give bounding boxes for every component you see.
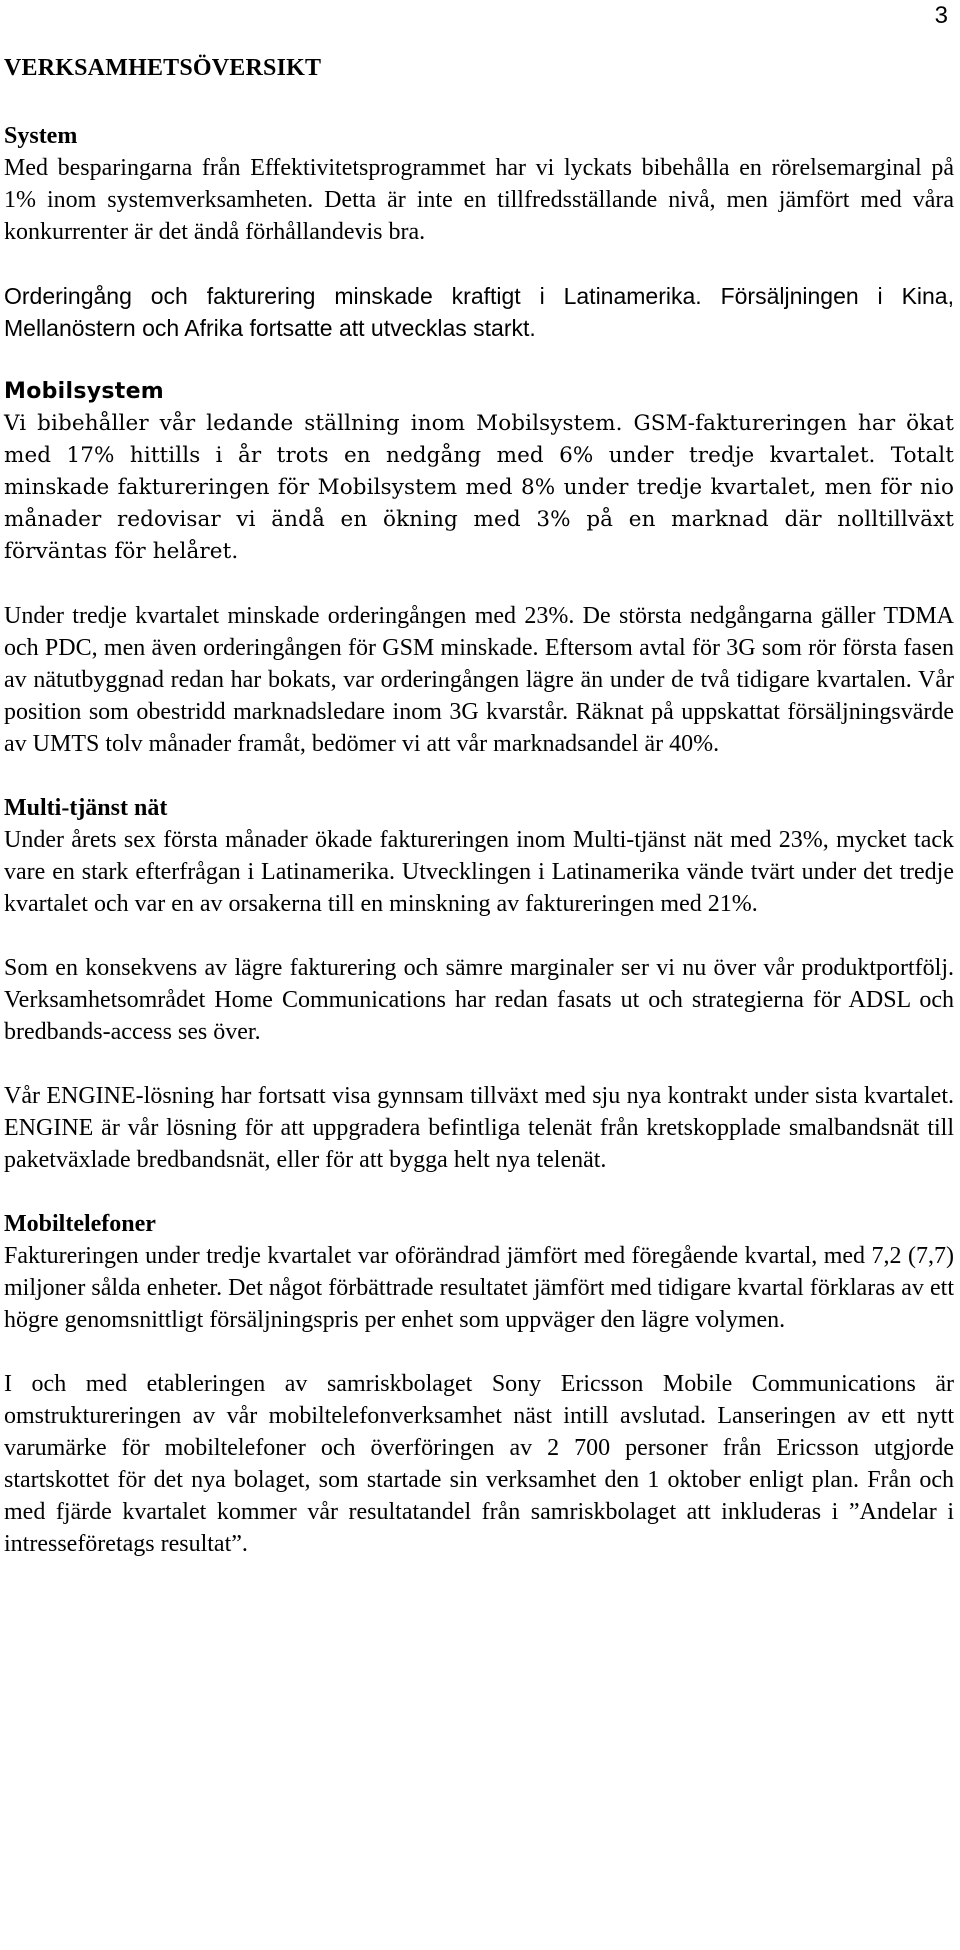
section-heading: Multi-tjänst nät xyxy=(4,795,168,821)
paragraph: Faktureringen under tredje kvartalet var oförändrad jämfört med föregående kvartal, med 7,2 (7,7) miljoner sålda enheter. Det något förbättrade resultatet jämfört med tidigare kvartal förklaras av ett högre genomsnittligt försäljningspris per enhet som uppväger den lägre volymen. xyxy=(4,1243,954,1333)
section-system xyxy=(4,120,954,344)
section-heading: Mobiltelefoner xyxy=(4,1211,156,1237)
section-multi-tjanst-nat xyxy=(4,792,954,1176)
paragraph: Vår ENGINE-lösning har fortsatt visa gynnsam tillväxt med sju nya kontrakt under sista kvartalet. ENGINE är vår lösning för att uppgradera befintliga telenät från kretskopplade smalbandsnät till paketväxlade bredbandsnät, eller för att bygga helt nya telenät. xyxy=(4,1083,954,1173)
paragraph: Orderingång och fakturering minskade kraftigt i Latinamerika. Försäljningen i Kina, Mellanöstern och Afrika fortsatte att utvecklas starkt. xyxy=(4,283,954,341)
paragraph: Under årets sex första månader ökade faktureringen inom Multi-tjänst nät med 23%, mycket tack vare en stark efterfrågan i Latinamerika. Utvecklingen i Latinamerika vände tvärt under det tredje kvartalet och var en av orsakerna till en minskning av faktureringen med 21%. xyxy=(4,827,954,917)
section-heading: Mobilsystem xyxy=(4,379,165,404)
paragraph: Vi bibehåller vår ledande ställning inom Mobilsystem. GSM-faktureringen har ökat med 17% hittills i år trots en nedgång med 6% under tredje kvartalet. Totalt minskade faktureringen för Mobilsystem med 8% under tredje kvartalet, men för nio månader redovisar vi ändå en ökning med 3% på en marknad där nolltillväxt förväntas för helåret. xyxy=(4,411,954,564)
paragraph: Under tredje kvartalet minskade orderingången med 23%. De största nedgångarna gäller TDMA och PDC, men även orderingången för GSM minskade. Eftersom avtal för 3G som rör första fasen av nätutbyggnad redan har bokats, var orderingången lägre än under de två tidigare kvartalen. Vår position som obestridd marknadsledare inom 3G kvarstår. Räknat på uppskattat försäljningsvärde av UMTS tolv månader framåt, bedömer vi att vår marknadsandel är 40%. xyxy=(4,603,954,757)
paragraph: Som en konsekvens av lägre fakturering och sämre marginaler ser vi nu över vår produktportfölj. Verksamhetsområdet Home Communications har redan fasats ut och strategierna för ADSL och bredbands-access ses över. xyxy=(4,955,954,1045)
document-body xyxy=(4,52,954,1590)
page-number: 3 xyxy=(934,2,948,29)
section-mobiltelefoner xyxy=(4,1208,954,1560)
section-heading: System xyxy=(4,123,78,149)
document-title: VERKSAMHETSÖVERSIKT xyxy=(4,55,322,81)
section-mobilsystem xyxy=(4,376,954,760)
paragraph: I och med etableringen av samriskbolaget Sony Ericsson Mobile Communications är omstruktureringen av vår mobiltelefonverksamhet näst intill avslutad. Lanseringen av ett nytt varumärke för mobiltelefoner och överföringen av 2 700 personer från Ericsson utgjorde startskottet för det nya bolaget, som startade sin verksamhet den 1 oktober enligt plan. Från och med fjärde kvartalet kommer vår resultatandel från samriskbolaget att inkluderas i ”Andelar i intresseföretags resultat”. xyxy=(4,1371,954,1557)
paragraph: Med besparingarna från Effektivitetsprogrammet har vi lyckats bibehålla en rörelsemarginal på 1% inom systemverksamheten. Detta är inte en tillfredsställande nivå, men jämfört med våra konkurrenter är det ändå förhållandevis bra. xyxy=(4,155,954,245)
